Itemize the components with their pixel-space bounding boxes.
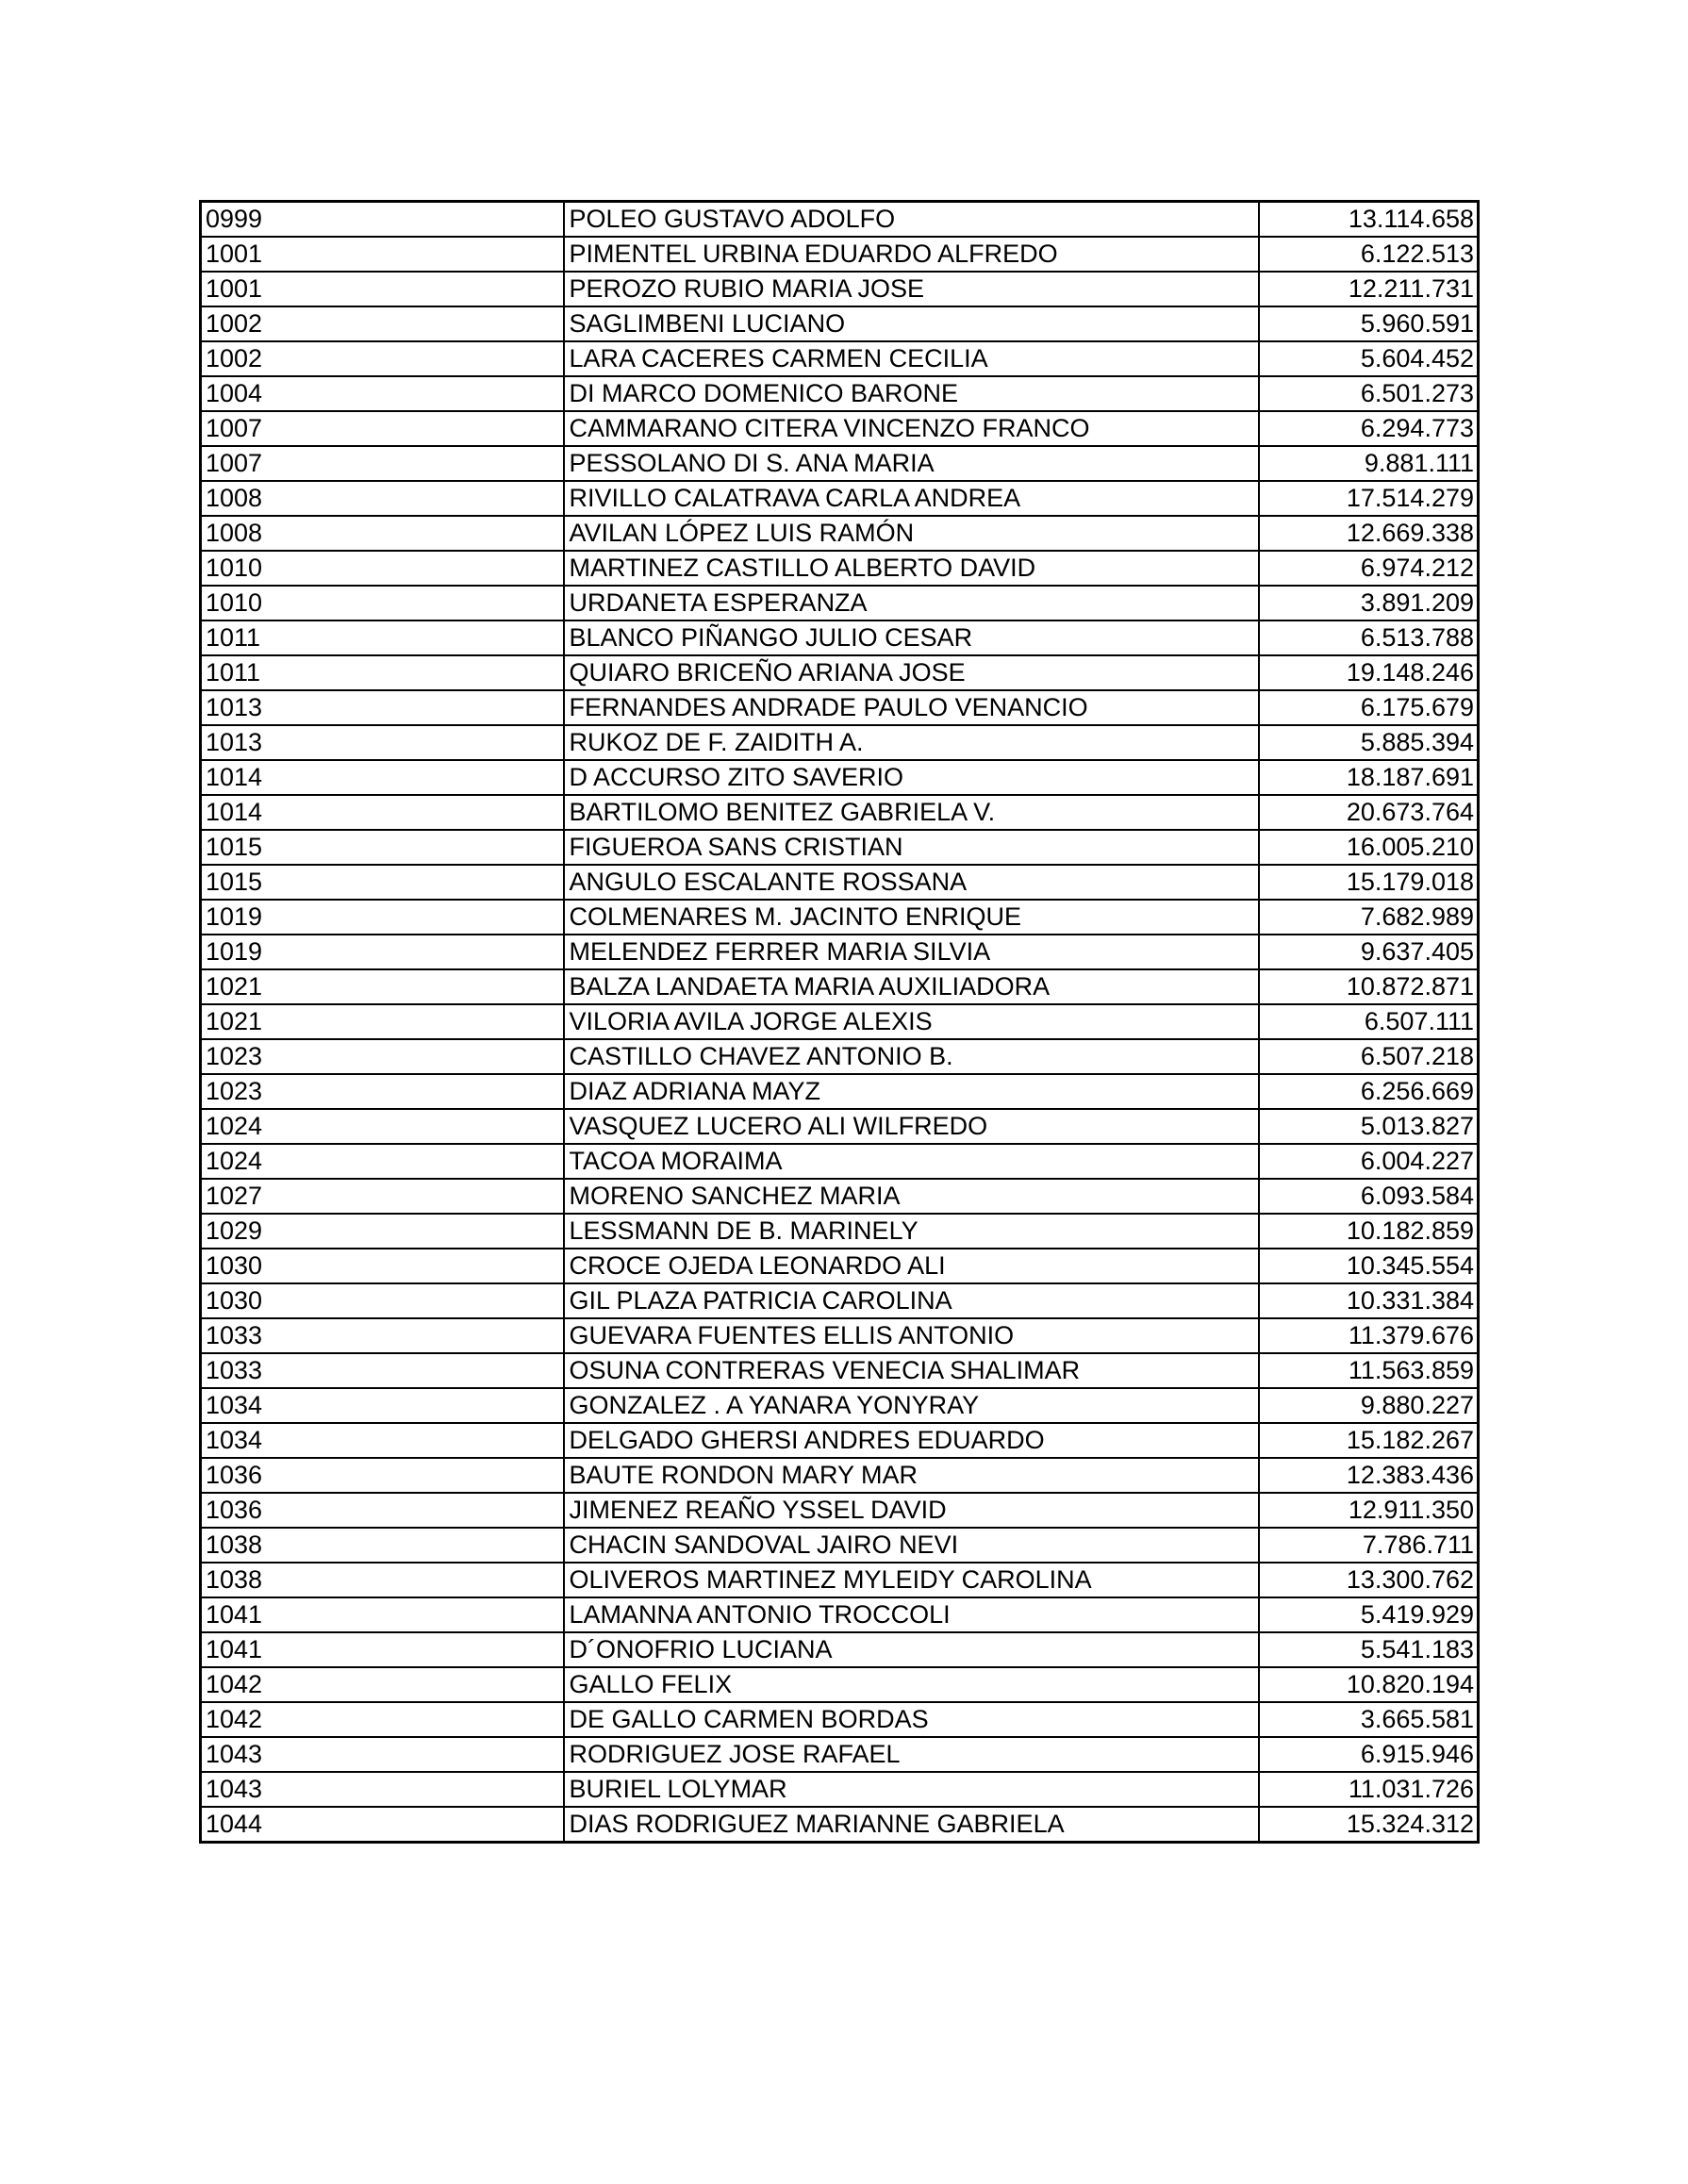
code-cell: 1024 [201, 1109, 564, 1144]
table-row [201, 725, 1479, 760]
amount-cell: 7.786.711 [1259, 1528, 1479, 1563]
name-cell: ANGULO ESCALANTE ROSSANA [564, 865, 1259, 900]
amount-cell: 3.665.581 [1259, 1702, 1479, 1737]
table-row [201, 935, 1479, 969]
table-row [201, 1423, 1479, 1458]
table-row [201, 795, 1479, 830]
name-cell: QUIARO BRICEÑO ARIANA JOSE [564, 655, 1259, 690]
name-cell: D ACCURSO ZITO SAVERIO [564, 760, 1259, 795]
table-row [201, 237, 1479, 272]
name-cell: MELENDEZ FERRER MARIA SILVIA [564, 935, 1259, 969]
table-row [201, 655, 1479, 690]
amount-cell: 17.514.279 [1259, 481, 1479, 516]
name-cell: FERNANDES ANDRADE PAULO VENANCIO [564, 690, 1259, 725]
code-cell: 1027 [201, 1179, 564, 1214]
code-cell: 1041 [201, 1597, 564, 1632]
code-cell: 1029 [201, 1214, 564, 1249]
amount-cell: 9.637.405 [1259, 935, 1479, 969]
name-cell: COLMENARES M. JACINTO ENRIQUE [564, 900, 1259, 935]
amount-cell: 5.013.827 [1259, 1109, 1479, 1144]
code-cell: 1021 [201, 969, 564, 1004]
table-row [201, 341, 1479, 376]
table-row [201, 1074, 1479, 1109]
name-cell: RIVILLO CALATRAVA CARLA ANDREA [564, 481, 1259, 516]
table-row [201, 1388, 1479, 1423]
code-cell: 1019 [201, 900, 564, 935]
table-row [201, 1214, 1479, 1249]
amount-cell: 5.541.183 [1259, 1632, 1479, 1667]
code-cell: 1008 [201, 481, 564, 516]
name-cell: GONZALEZ . A YANARA YONYRAY [564, 1388, 1259, 1423]
code-cell: 1015 [201, 830, 564, 865]
table-row [201, 1353, 1479, 1388]
amount-cell: 6.004.227 [1259, 1144, 1479, 1179]
table-row [201, 202, 1479, 238]
table-row [201, 690, 1479, 725]
code-cell: 1044 [201, 1807, 564, 1843]
code-cell: 1034 [201, 1423, 564, 1458]
code-cell: 1010 [201, 586, 564, 620]
table-row [201, 1458, 1479, 1493]
table-row [201, 1632, 1479, 1667]
table-body [201, 202, 1479, 1843]
data-table [199, 200, 1480, 1844]
name-cell: BURIEL LOLYMAR [564, 1772, 1259, 1807]
name-cell: TACOA MORAIMA [564, 1144, 1259, 1179]
name-cell: JIMENEZ REAÑO YSSEL DAVID [564, 1493, 1259, 1528]
code-cell: 1038 [201, 1528, 564, 1563]
table-row [201, 1702, 1479, 1737]
code-cell: 1036 [201, 1458, 564, 1493]
code-cell: 1034 [201, 1388, 564, 1423]
code-cell: 1014 [201, 760, 564, 795]
code-cell: 1033 [201, 1318, 564, 1353]
amount-cell: 6.507.218 [1259, 1039, 1479, 1074]
amount-cell: 12.383.436 [1259, 1458, 1479, 1493]
name-cell: DELGADO GHERSI ANDRES EDUARDO [564, 1423, 1259, 1458]
name-cell: CASTILLO CHAVEZ ANTONIO B. [564, 1039, 1259, 1074]
code-cell: 1021 [201, 1004, 564, 1039]
table-row [201, 1179, 1479, 1214]
code-cell: 1014 [201, 795, 564, 830]
name-cell: VILORIA AVILA JORGE ALEXIS [564, 1004, 1259, 1039]
code-cell: 1033 [201, 1353, 564, 1388]
name-cell: DE GALLO CARMEN BORDAS [564, 1702, 1259, 1737]
table-row [201, 551, 1479, 586]
amount-cell: 11.031.726 [1259, 1772, 1479, 1807]
code-cell: 1038 [201, 1563, 564, 1597]
amount-cell: 11.563.859 [1259, 1353, 1479, 1388]
name-cell: DI MARCO DOMENICO BARONE [564, 376, 1259, 411]
code-cell: 1004 [201, 376, 564, 411]
table-row [201, 1283, 1479, 1318]
table-row [201, 1807, 1479, 1843]
table-row [201, 516, 1479, 551]
name-cell: PEROZO RUBIO MARIA JOSE [564, 272, 1259, 306]
table-row [201, 969, 1479, 1004]
code-cell: 1030 [201, 1249, 564, 1283]
table-row [201, 1737, 1479, 1772]
amount-cell: 6.093.584 [1259, 1179, 1479, 1214]
amount-cell: 7.682.989 [1259, 900, 1479, 935]
code-cell: 1042 [201, 1667, 564, 1702]
code-cell: 1043 [201, 1737, 564, 1772]
table-row [201, 1004, 1479, 1039]
amount-cell: 5.604.452 [1259, 341, 1479, 376]
amount-cell: 16.005.210 [1259, 830, 1479, 865]
table-row [201, 446, 1479, 481]
amount-cell: 20.673.764 [1259, 795, 1479, 830]
code-cell: 1002 [201, 306, 564, 341]
table-row [201, 272, 1479, 306]
amount-cell: 6.122.513 [1259, 237, 1479, 272]
amount-cell: 3.891.209 [1259, 586, 1479, 620]
name-cell: CROCE OJEDA LEONARDO ALI [564, 1249, 1259, 1283]
table-row [201, 1144, 1479, 1179]
name-cell: RODRIGUEZ JOSE RAFAEL [564, 1737, 1259, 1772]
table-row [201, 1109, 1479, 1144]
name-cell: URDANETA ESPERANZA [564, 586, 1259, 620]
code-cell: 0999 [201, 202, 564, 238]
amount-cell: 18.187.691 [1259, 760, 1479, 795]
name-cell: BLANCO PIÑANGO JULIO CESAR [564, 620, 1259, 655]
name-cell: DIAZ ADRIANA MAYZ [564, 1074, 1259, 1109]
amount-cell: 15.182.267 [1259, 1423, 1479, 1458]
table-row [201, 1249, 1479, 1283]
name-cell: BARTILOMO BENITEZ GABRIELA V. [564, 795, 1259, 830]
amount-cell: 15.179.018 [1259, 865, 1479, 900]
code-cell: 1042 [201, 1702, 564, 1737]
name-cell: SAGLIMBENI LUCIANO [564, 306, 1259, 341]
amount-cell: 5.960.591 [1259, 306, 1479, 341]
code-cell: 1001 [201, 272, 564, 306]
amount-cell: 6.974.212 [1259, 551, 1479, 586]
code-cell: 1013 [201, 690, 564, 725]
name-cell: MORENO SANCHEZ MARIA [564, 1179, 1259, 1214]
amount-cell: 15.324.312 [1259, 1807, 1479, 1843]
table-row [201, 306, 1479, 341]
name-cell: CAMMARANO CITERA VINCENZO FRANCO [564, 411, 1259, 446]
code-cell: 1007 [201, 411, 564, 446]
code-cell: 1023 [201, 1074, 564, 1109]
name-cell: DIAS RODRIGUEZ MARIANNE GABRIELA [564, 1807, 1259, 1843]
name-cell: OSUNA CONTRERAS VENECIA SHALIMAR [564, 1353, 1259, 1388]
amount-cell: 12.911.350 [1259, 1493, 1479, 1528]
table-row [201, 1493, 1479, 1528]
amount-cell: 10.331.384 [1259, 1283, 1479, 1318]
table-row [201, 411, 1479, 446]
table-row [201, 586, 1479, 620]
amount-cell: 6.513.788 [1259, 620, 1479, 655]
table-row [201, 1772, 1479, 1807]
name-cell: GALLO FELIX [564, 1667, 1259, 1702]
amount-cell: 12.669.338 [1259, 516, 1479, 551]
code-cell: 1011 [201, 655, 564, 690]
name-cell: MARTINEZ CASTILLO ALBERTO DAVID [564, 551, 1259, 586]
table-row [201, 1528, 1479, 1563]
code-cell: 1001 [201, 237, 564, 272]
name-cell: PESSOLANO DI S. ANA MARIA [564, 446, 1259, 481]
name-cell: PIMENTEL URBINA EDUARDO ALFREDO [564, 237, 1259, 272]
name-cell: GIL PLAZA PATRICIA CAROLINA [564, 1283, 1259, 1318]
amount-cell: 6.915.946 [1259, 1737, 1479, 1772]
amount-cell: 10.345.554 [1259, 1249, 1479, 1283]
code-cell: 1041 [201, 1632, 564, 1667]
name-cell: CHACIN SANDOVAL JAIRO NEVI [564, 1528, 1259, 1563]
table-row [201, 1039, 1479, 1074]
amount-cell: 10.182.859 [1259, 1214, 1479, 1249]
name-cell: AVILAN LÓPEZ LUIS RAMÓN [564, 516, 1259, 551]
amount-cell: 9.880.227 [1259, 1388, 1479, 1423]
code-cell: 1036 [201, 1493, 564, 1528]
amount-cell: 12.211.731 [1259, 272, 1479, 306]
table-row [201, 1318, 1479, 1353]
table-row [201, 760, 1479, 795]
table-row [201, 1597, 1479, 1632]
code-cell: 1011 [201, 620, 564, 655]
name-cell: BAUTE RONDON MARY MAR [564, 1458, 1259, 1493]
amount-cell: 6.175.679 [1259, 690, 1479, 725]
name-cell: LARA CACERES CARMEN CECILIA [564, 341, 1259, 376]
name-cell: BALZA LANDAETA MARIA AUXILIADORA [564, 969, 1259, 1004]
code-cell: 1030 [201, 1283, 564, 1318]
name-cell: FIGUEROA SANS CRISTIAN [564, 830, 1259, 865]
name-cell: LAMANNA ANTONIO TROCCOLI [564, 1597, 1259, 1632]
amount-cell: 6.294.773 [1259, 411, 1479, 446]
table-row [201, 376, 1479, 411]
name-cell: LESSMANN DE B. MARINELY [564, 1214, 1259, 1249]
amount-cell: 9.881.111 [1259, 446, 1479, 481]
code-cell: 1013 [201, 725, 564, 760]
amount-cell: 11.379.676 [1259, 1318, 1479, 1353]
name-cell: GUEVARA FUENTES ELLIS ANTONIO [564, 1318, 1259, 1353]
name-cell: VASQUEZ LUCERO ALI WILFREDO [564, 1109, 1259, 1144]
amount-cell: 5.885.394 [1259, 725, 1479, 760]
name-cell: POLEO GUSTAVO ADOLFO [564, 202, 1259, 238]
code-cell: 1019 [201, 935, 564, 969]
code-cell: 1024 [201, 1144, 564, 1179]
table-row [201, 865, 1479, 900]
amount-cell: 5.419.929 [1259, 1597, 1479, 1632]
name-cell: D´ONOFRIO LUCIANA [564, 1632, 1259, 1667]
table-row [201, 830, 1479, 865]
name-cell: OLIVEROS MARTINEZ MYLEIDY CAROLINA [564, 1563, 1259, 1597]
amount-cell: 6.501.273 [1259, 376, 1479, 411]
code-cell: 1023 [201, 1039, 564, 1074]
code-cell: 1015 [201, 865, 564, 900]
name-cell: RUKOZ DE F. ZAIDITH A. [564, 725, 1259, 760]
amount-cell: 13.300.762 [1259, 1563, 1479, 1597]
amount-cell: 13.114.658 [1259, 202, 1479, 238]
code-cell: 1007 [201, 446, 564, 481]
table-row [201, 481, 1479, 516]
table-row [201, 1667, 1479, 1702]
amount-cell: 10.820.194 [1259, 1667, 1479, 1702]
table-row [201, 620, 1479, 655]
table-row [201, 1563, 1479, 1597]
code-cell: 1002 [201, 341, 564, 376]
code-cell: 1010 [201, 551, 564, 586]
code-cell: 1043 [201, 1772, 564, 1807]
amount-cell: 6.256.669 [1259, 1074, 1479, 1109]
amount-cell: 6.507.111 [1259, 1004, 1479, 1039]
table-row [201, 900, 1479, 935]
amount-cell: 19.148.246 [1259, 655, 1479, 690]
amount-cell: 10.872.871 [1259, 969, 1479, 1004]
code-cell: 1008 [201, 516, 564, 551]
